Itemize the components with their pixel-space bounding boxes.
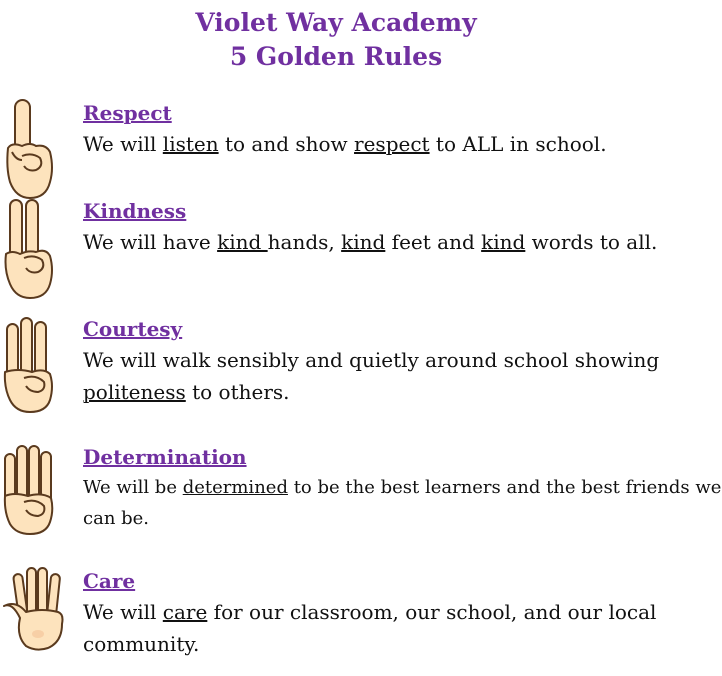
emphasized-word: determined — [182, 477, 288, 498]
one-finger-hand-icon — [2, 98, 56, 202]
emphasized-word: respect — [354, 132, 430, 156]
emphasized-word: politeness — [83, 380, 186, 404]
rule-description: We will walk sensibly and quietly around school showing politeness to others. — [83, 348, 660, 404]
school-name: Violet Way Academy — [195, 8, 477, 37]
rule-title: Care — [83, 569, 136, 593]
emphasized-word: listen — [162, 132, 219, 156]
emphasized-word: kind — [341, 230, 386, 254]
rule-title: Determination — [83, 445, 247, 469]
page-header — [0, 6, 672, 74]
rule-description: We will be determined to be the best learners and the best friends we can be. — [83, 477, 722, 529]
open-hand-icon — [2, 566, 76, 652]
emphasized-word: care — [162, 600, 208, 624]
rule-description: We will listen to and show respect to ALL in school. — [83, 132, 607, 156]
rule-title: Kindness — [83, 199, 187, 223]
rule-description: We will have kind hands, kind feet and kind words to all. — [83, 230, 658, 254]
rules-subtitle: 5 Golden Rules — [229, 42, 443, 71]
rule-description: We will care for our classroom, our school, and our local community. — [83, 600, 657, 656]
emphasized-word: kind — [217, 230, 268, 254]
two-finger-hand-icon — [2, 196, 56, 302]
emphasized-word: kind — [481, 230, 526, 254]
three-finger-hand-icon — [2, 314, 56, 414]
rule-title: Respect — [83, 101, 172, 125]
four-finger-hand-icon — [2, 442, 58, 536]
rule-title: Courtesy — [83, 317, 183, 341]
